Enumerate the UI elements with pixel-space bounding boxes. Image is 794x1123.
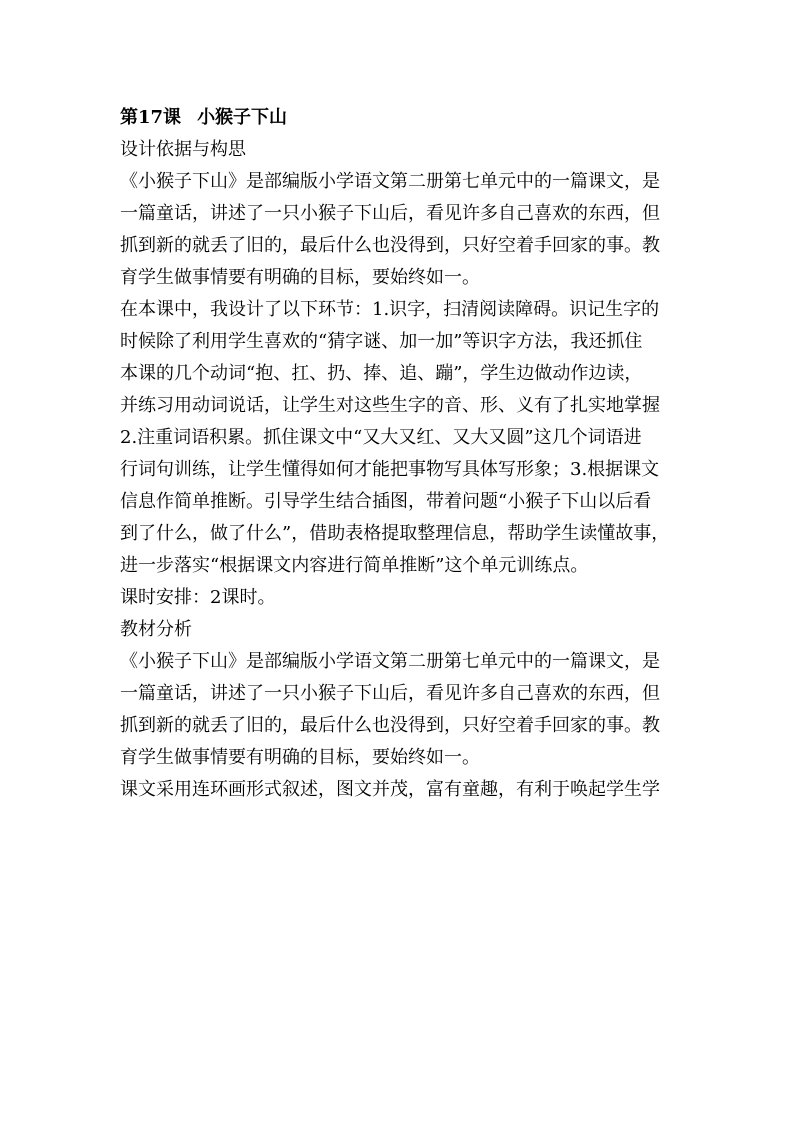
paragraph-line: 到了什么，做了什么”，借助表格提取整理信息，帮助学生读懂故事， [120, 523, 670, 544]
paragraph-line: 一篇童话，讲述了一只小猴子下山后，看见许多自己喜欢的东西，但 [120, 203, 660, 224]
paragraph-line: 2.注重词语积累。抓住课文中“又大又红、又大又圆”这几个词语进 [120, 427, 642, 448]
paragraph-line: 抓到新的就丢了旧的，最后什么也没得到，只好空着手回家的事。教 [120, 715, 660, 736]
paragraph-line: 行词句训练，让学生懂得如何才能把事物写具体写形象；3.根据课文 [120, 459, 660, 480]
paragraph-line: 抓到新的就丢了旧的，最后什么也没得到，只好空着手回家的事。教 [120, 235, 660, 256]
section-heading-design: 设计依据与构思 [120, 139, 246, 160]
paragraph-line: 信息作简单推断。引导学生结合插图，带着问题“小猴子下山以后看 [120, 491, 652, 512]
lesson-heading [120, 102, 680, 134]
lesson-number: 第17课 [120, 107, 182, 128]
paragraph-line: 本课的几个动词“抱、扛、扔、捧、追、蹦”，学生边做动作边读， [120, 363, 643, 384]
paragraph-line: 育学生做事情要有明确的目标，要始终如一。 [120, 267, 480, 288]
lesson-title: 小猴子下山 [197, 107, 288, 128]
paragraph-line: 《小猴子下山》是部编版小学语文第二册第七单元中的一篇课文，是 [120, 651, 660, 672]
paragraph-line: 在本课中，我设计了以下环节：1.识字，扫清阅读障碍。识记生字的 [120, 299, 660, 320]
paragraph-line: 时候除了利用学生喜欢的“猜字谜、加一加”等识字方法，我还抓住 [120, 331, 643, 352]
paragraph-line: 并练习用动词说话，让学生对这些生字的音、形、义有了扎实地掌握 [120, 395, 660, 416]
paragraph-line: 育学生做事情要有明确的目标，要始终如一。 [120, 747, 480, 768]
paragraph-line: 进一步落实“根据课文内容进行简单推断”这个单元训练点。 [120, 555, 589, 576]
class-hours-line: 课时安排：2课时。 [120, 587, 276, 608]
section-heading-materials: 教材分析 [120, 619, 192, 640]
paragraph-line: 《小猴子下山》是部编版小学语文第二册第七单元中的一篇课文，是 [120, 171, 660, 192]
paragraph-line: 一篇童话，讲述了一只小猴子下山后，看见许多自己喜欢的东西，但 [120, 683, 660, 704]
document-page [120, 102, 680, 806]
paragraph-line: 课文采用连环画形式叙述，图文并茂，富有童趣，有利于唤起学生学 [120, 779, 660, 800]
